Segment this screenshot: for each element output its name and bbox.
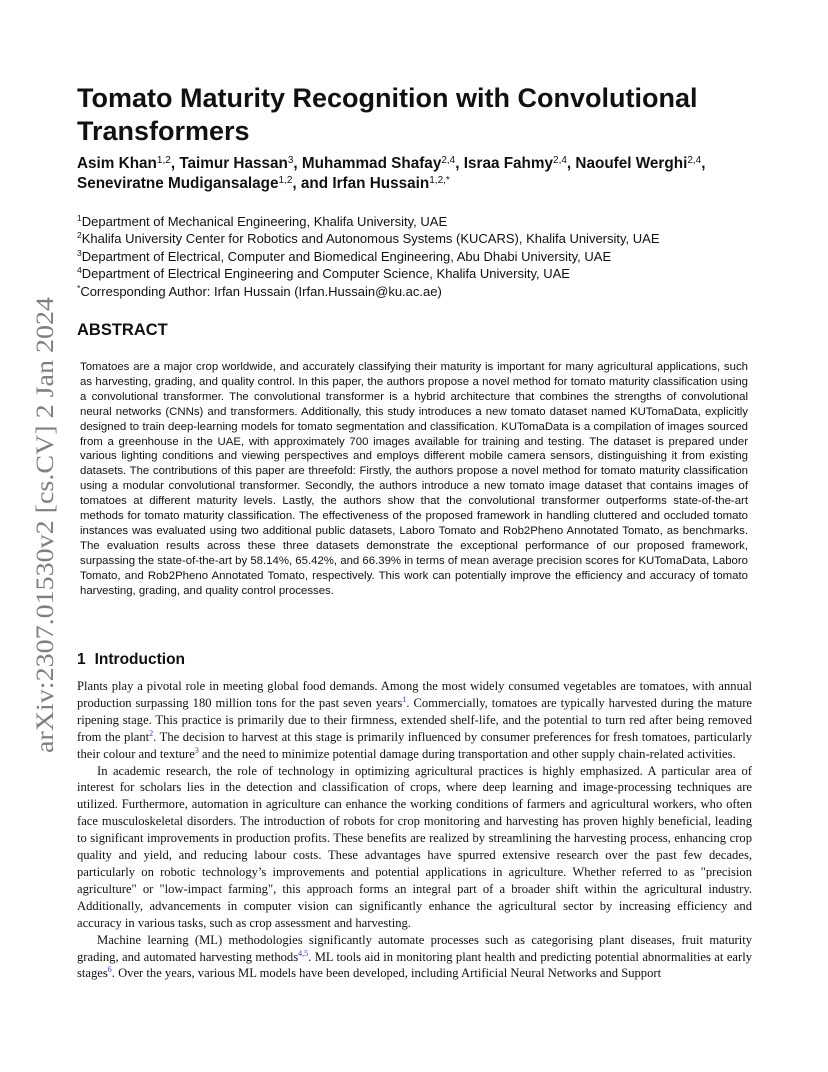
affiliation-line [77, 248, 767, 265]
author-name: Taimur Hassan [179, 155, 288, 172]
author-name: Asim Khan [77, 155, 157, 172]
abstract-body: Tomatoes are a major crop worldwide, and accurately classifying their maturity is important for many agricultural applications, such as harvesting, grading, and quality control. In this paper, the authors propose a novel method for tomato maturity classification using a convolutional transformer. The convolutional transformer is a hybrid architecture that combines the strengths of convolutional neural networks (CNNs) and transformers. Additionally, this study introduces a new tomato dataset named KUTomaData, explicitly designed to train deep-learning models for tomato segmentation and classification. KUTomaData is a compilation of images sourced from a greenhouse in the UAE, with approximately 700 images available for training and testing. The dataset is prepared under various lighting conditions and viewing perspectives and employs different mobile camera sensors, distinguishing it from existing datasets. The contributions of this paper are threefold: Firstly, the authors propose a novel method for tomato maturity classification using a modular convolutional transformer. Secondly, the authors introduce a new tomato image dataset that contains images of tomatoes at different maturity levels. Lastly, the authors show that the convolutional transformer outperforms state-of-the-art methods for tomato maturity classification. The effectiveness of the proposed framework in handling cluttered and occluded tomato instances was evaluated using two additional public datasets, Laboro Tomato and Rob2Pheno Annotated Tomato, as benchmarks. The evaluation results across these three datasets demonstrate the exceptional performance of our proposed framework, surpassing the state-of-the-art by 58.14%, 65.42%, and 66.39% in terms of mean average precision scores for KUTomaData, Laboro Tomato, and Rob2Pheno Annotated Tomato, respectively. This work can potentially improve the efficiency and accuracy of tomato harvesting, grading, and quality control processes. [80, 361, 748, 597]
section-number: 1 [77, 651, 86, 668]
paragraph: In academic research, the role of technology in optimizing agricultural practices is highly emphasized. A particular area of interest for scholars lies in the detection and classification of crops, where deep learning and image-processing techniques are utilized. Furthermore, automation in agriculture can enhance the working conditions of farmers and agricultural workers, who often face musculoskeletal disorders. The introduction of robots for crop monitoring and harvesting has proven highly beneficial, leading to significant improvements in production profits. These benefits are realized by streamlining the harvesting process, enhancing crop quality and yield, and reducing labour costs. These advantages have spurred extensive research over the past few decades, particularly on robotic technology’s improvements and potential applications in agriculture. Whether referred to as "precision agriculture" or "low-impact farming", this approach forms an integral part of a broader shift within the agricultural industry. Additionally, advancements in computer vision can significantly enhance the agricultural sector by increasing efficiency and accuracy in various tasks, such as crop assessment and harvesting. [77, 763, 752, 930]
author-affiliation-mark: 1,2 [278, 175, 293, 186]
affiliation-mark: 3 [77, 247, 82, 258]
affiliation-list [77, 213, 767, 300]
affiliation-text: Khalifa University Center for Robotics and Autonomous Systems (KUCARS), Khalifa University, UAE [81, 231, 660, 247]
text-run: . ML tools aid in monitoring plant health and predicting potential abnormalities at early stages [77, 949, 752, 981]
affiliation-text: Department of Electrical, Computer and Biomedical Engineering, Abu Dhabi University, UAE [81, 248, 612, 264]
affiliation-text: Corresponding Author: Irfan Hussain (Irfan.Hussain@ku.ac.ae) [80, 283, 442, 299]
citation-link[interactable]: 6 [107, 965, 112, 975]
author-name: Seneviratne Mudigansalage [77, 175, 279, 192]
affiliation-text: Department of Electrical Engineering and Computer Science, Khalifa University, UAE [81, 266, 570, 282]
paragraph [77, 678, 752, 763]
introduction-body [77, 678, 752, 982]
author-affiliation-mark: 2,4 [687, 155, 702, 166]
affiliation-mark: * [77, 282, 81, 293]
affiliation-mark: 4 [77, 265, 82, 276]
citation-link[interactable]: 3 [194, 745, 199, 755]
abstract-heading: ABSTRACT [77, 321, 168, 339]
text-run: Plants play a pivotal role in meeting global food demands. Among the most widely consumed vegetables are tomatoes, with annual production surpassing 180 million tons for the past seven years [77, 679, 752, 710]
text-run: . Commercially, tomatoes are typically harvested during the mature ripening stage. This practice is primarily due to their firmness, extended shelf-life, and the potential to turn red after being removed from the plant [77, 695, 752, 744]
arxiv-identifier-stamp [20, 295, 60, 755]
author-affiliation-mark: 1,2,* [429, 175, 450, 186]
affiliation-line [77, 230, 767, 247]
author-name: Muhammad Shafay [301, 155, 442, 172]
author-affiliation-mark: 1,2 [156, 155, 171, 166]
citation-link[interactable]: 4,5 [298, 948, 309, 958]
affiliation-line [77, 265, 767, 282]
section-title: Introduction [94, 651, 186, 668]
author-separator: , [701, 155, 706, 172]
author-affiliation-mark: 2,4 [441, 155, 456, 166]
arxiv-identifier-text: arXiv:2307.01530v2 [cs.CV] 2 Jan 2024 [30, 337, 59, 753]
section-heading-introduction [77, 651, 185, 669]
paragraph [77, 932, 752, 983]
author-separator: , [293, 155, 302, 172]
author-separator: , and [292, 175, 333, 192]
citation-link[interactable]: 2 [149, 728, 154, 738]
author-separator: , [455, 155, 464, 172]
author-separator: , [170, 155, 180, 172]
affiliation-line [77, 283, 767, 300]
affiliation-text: Department of Mechanical Engineering, Khalifa University, UAE [81, 214, 448, 229]
author-list [77, 154, 767, 194]
author-name: Israa Fahmy [463, 155, 554, 172]
author-name: Naoufel Werghi [575, 155, 688, 172]
author-affiliation-mark: 3 [287, 155, 294, 166]
affiliation-mark: 2 [77, 230, 82, 241]
text-run: . The decision to harvest at this stage is primarily influenced by consumer preferences for fresh tomatoes, particularly their colour and texture [77, 729, 752, 761]
text-run: and the need to minimize potential damage during transportation and other supply chain-related activities. [198, 746, 736, 761]
affiliation-mark: 1 [77, 213, 82, 223]
author-name: Irfan Hussain [332, 175, 430, 192]
text-run: . Over the years, various ML models have been developed, including Artificial Neural Networks and Support [111, 966, 662, 981]
text-run: Machine learning (ML) methodologies significantly automate processes such as categorising plant diseases, fruit maturity grading, and automated harvesting methods [77, 932, 752, 964]
citation-link[interactable]: 1 [402, 694, 407, 704]
paper-title: Tomato Maturity Recognition with Convolutional Transformers [77, 83, 698, 146]
author-separator: , [566, 155, 576, 172]
author-affiliation-mark: 2,4 [553, 155, 567, 166]
affiliation-line [77, 213, 767, 230]
